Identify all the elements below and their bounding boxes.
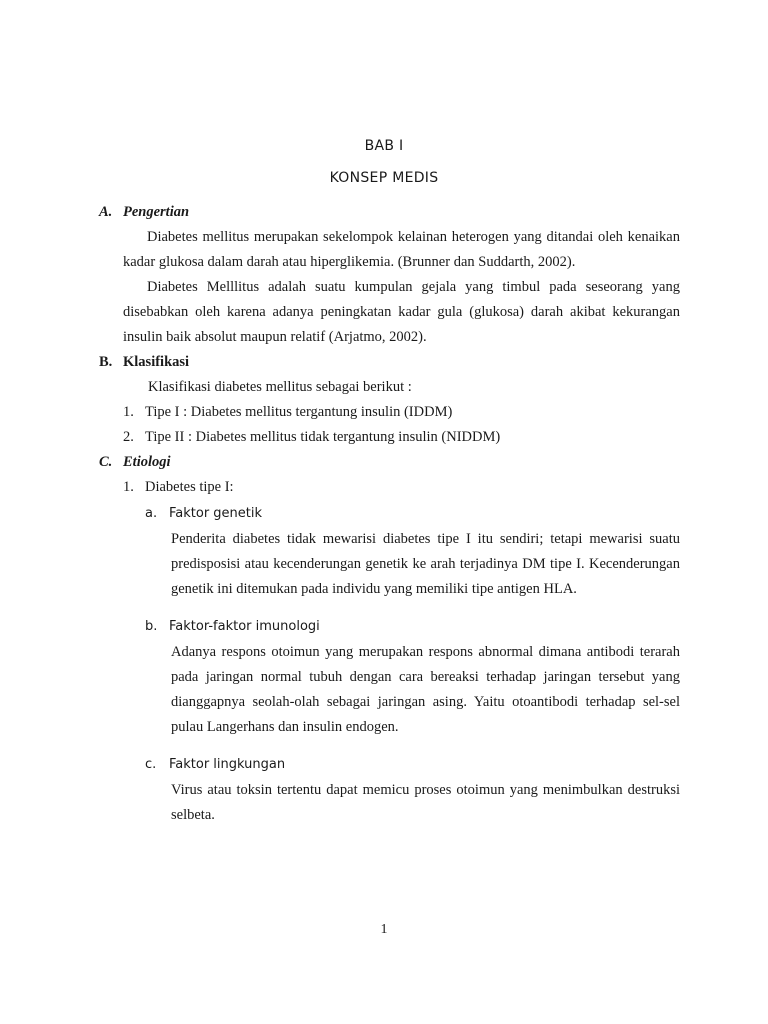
section-b-heading (99, 350, 680, 375)
subitem-heading (99, 751, 680, 776)
section-c-heading (99, 450, 680, 475)
document-body (99, 200, 680, 828)
classification-intro: Klasifikasi diabetes mellitus sebagai berikut : (148, 379, 412, 395)
subitem-letter: c. (145, 757, 157, 772)
subitem-title: Faktor-faktor imunologi (169, 619, 320, 634)
subitem-heading (99, 500, 680, 525)
subitem-letter: a. (145, 506, 158, 521)
subitem-body: Penderita diabetes tidak mewarisi diabetes tipe I itu sendiri; tetapi mewarisi suatu predisposisi atau kecenderungan genetik ke arah terjadinya DM tipe I. Kecenderungan genetik ini ditemukan pada individu yang memiliki tipe antigen HLA. (171, 531, 680, 597)
spacer (99, 740, 680, 751)
section-b-letter: B. (99, 354, 113, 370)
list-text: Tipe I : Diabetes mellitus tergantung insulin (IDDM) (145, 404, 453, 420)
section-c-title: Etiologi (123, 454, 171, 470)
page-number: 1 (380, 922, 388, 937)
section-b-title: Klasifikasi (123, 354, 190, 370)
list-item (99, 400, 680, 425)
subitem-heading (99, 613, 680, 638)
list-text: Diabetes tipe I: (145, 479, 234, 495)
list-number: 2. (123, 429, 134, 445)
paragraph-definition-1: Diabetes mellitus merupakan sekelompok kelainan heterogen yang ditandai oleh kenaikan kadar glukosa dalam darah atau hiperglikemia. (Brunner dan Suddarth, 2002). (123, 229, 680, 270)
list-number: 1. (123, 479, 134, 495)
section-a-heading (99, 200, 680, 225)
list-item (99, 425, 680, 450)
subitem-title: Faktor lingkungan (169, 757, 286, 772)
subitem-title: Faktor genetik (169, 506, 263, 521)
spacer (99, 602, 680, 613)
section-a-letter: A. (99, 204, 113, 220)
chapter-label: BAB I (364, 138, 404, 154)
section-c-letter: C. (99, 454, 113, 470)
section-a-title: Pengertian (123, 204, 190, 220)
subitem-letter: b. (145, 619, 158, 634)
list-item (99, 475, 680, 500)
list-text: Tipe II : Diabetes mellitus tidak tergantung insulin (NIDDM) (145, 429, 501, 445)
list-number: 1. (123, 404, 134, 420)
subitem-body: Adanya respons otoimun yang merupakan respons abnormal dimana antibodi terarah pada jaringan normal tubuh dengan cara bereaksi terhadap jaringan tersebut yang dianggapnya seolah-olah sebagai jaringan asing. Yaitu otoantibodi terhadap sel-sel pulau Langerhans dan insulin endogen. (171, 644, 680, 735)
subitem-body: Virus atau toksin tertentu dapat memicu proses otoimun yang menimbulkan destruksi selbeta. (171, 782, 680, 823)
paragraph-definition-2: Diabetes Melllitus adalah suatu kumpulan gejala yang timbul pada seseorang yang disebabkan oleh karena adanya peningkatan kadar gula (glukosa) darah akibat kekurangan insulin baik absolut maupun relatif (Arjatmo, 2002). (123, 279, 680, 345)
chapter-title: KONSEP MEDIS (329, 170, 439, 186)
